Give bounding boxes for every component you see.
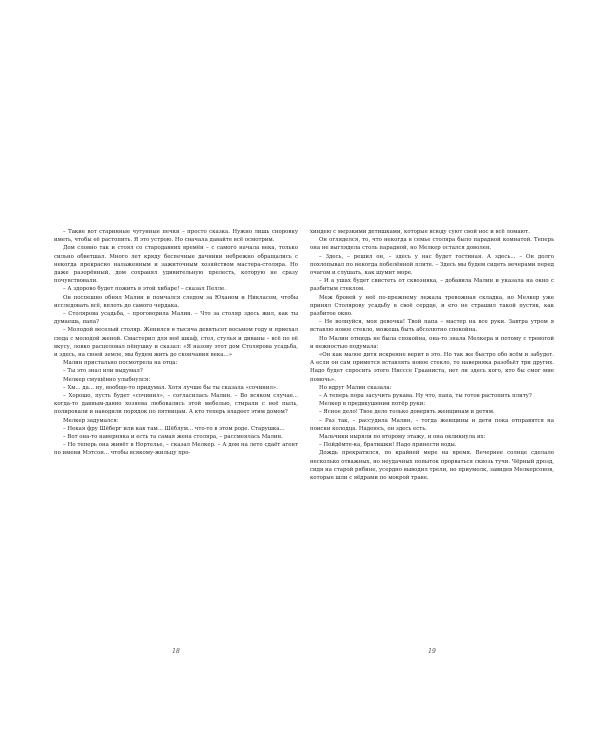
paragraph: Дом словно так и стоял со стародавних времён – с самого начала века, только сильно обветшал. Много лет кряду беспечные дачники небрежно обращались с некогда прекрасно налаженным и зажиточным хозяйством мастера-столяра. Но даже разорённый, дом сохранял удивительную прелесть, которую не сразу почувствовали. <box>54 245 298 285</box>
paragraph: – Раз так, – рассудила Малин, – тогда женщины и дети пока отправятся на поиски колодца. Надеюсь, он здесь есть. <box>310 417 554 432</box>
paragraph: – Здесь, – решил он, – здесь у нас будет гостиная. А здесь... – Он долго похлопывал по некогда побелённой плите. – Здесь мы будем сидеть вечерами перед очагом и слушать, как шумит море. <box>310 253 554 277</box>
paragraph: – Хм... да... ну, вообще-то придумал. Хотя лучше бы ты сказала «сочинил». <box>63 384 278 391</box>
paragraph: «Он как малое дитя искренне верит в это. Но так же быстро обо всём и забудет. А если он сам примется вставлять новое стекло, то наверняка разобьёт три других. Надо будет спросить этого Нисссе Грааниста, нет ли здесь кого, кто бы смог мне помочь». <box>310 352 554 383</box>
paragraph: – Ясное дело! Твое дело только доверять женщинам и детям. <box>319 409 495 416</box>
left-page-number: 18 <box>172 648 180 655</box>
paragraph: – Столярова усадьба, – проговорила Малин. – Что за столяр здесь жил, как ты думаешь, папа? <box>54 311 298 326</box>
paragraph: Меж бровей у неё по-прежнему лежала тревожная складка, но Мелкер уже принял Столярову усадьбу в своё сердце, и его не страшил такой пустяк, как разбитое окно. <box>310 294 554 318</box>
paragraph: Мелкер в предвкушении потёр руки: <box>319 401 426 408</box>
paragraph: хиндею с мерзкими детишками, которые всюду суют свой нос и всё ломают. <box>310 229 530 235</box>
paragraph: – Хорошо, пусть будет «сочинил», – согласилась Малин. – Во всяком случае... когда-то давным-давно хозяева любовались этой мебелью, стирали с неё пыль, полировали и наводили порядок по пятницам. А кто теперь владеет этим домом? <box>54 393 298 416</box>
paragraph: Мелкер задумался: <box>63 417 119 424</box>
paragraph: Он огляделся, то, что некогда в семье столяра было парадной комнатой. Теперь она не выглядела столь парадной, но Мелкер остался доволен. <box>310 237 554 252</box>
paragraph: Он поспешно обнял Малин и помчался следом за Юханом и Никласом, чтобы исследовать всё, вплоть до самого чердака. <box>54 294 298 309</box>
paragraph: – Но теперь она живёт в Нортелье, – сказал Мелкер. – А дом на лето сдаёт агент по имени Мэтсон... чтобы всякому-жильцу про- <box>54 442 298 457</box>
paragraph: Но вдруг Малин сказала: <box>319 384 392 391</box>
paragraph: – А теперь пора засучить рукава. Ну что, папа, ты готов растопить плиту? <box>319 393 532 400</box>
right-page-number: 19 <box>428 648 436 655</box>
paragraph: Но Малин отнюдь не была спокойна, она-то знала Мелкера и потому с тревогой и нежностью подумала: <box>310 335 554 350</box>
paragraph: – Пойдёмте-ка, братишки! Надо принести воды. <box>319 442 457 449</box>
paragraph: – Не волнуйся, моя девочка! Твой папа – мастер на все руки. Завтра утром я вставлю новое стекло, можешь быть абсолютно спокойна. <box>310 319 554 334</box>
left-page <box>54 228 298 648</box>
paragraph: – Вот она-то наверняка и есть та самая жена столяра, – рассмеялась Малин. <box>63 434 283 441</box>
paragraph: – А здорово будет пожить в этой хибаре! – сказал Пелле. <box>63 286 226 293</box>
paragraph: – И а ушах будет свистеть от сквозняка, – добавила Малин и указала на окно с разбитым стеклом. <box>310 278 554 293</box>
paragraph: – Некая фру Шёберг или как там... Шёблум... что-то в этом роде. Старушка... <box>63 425 285 432</box>
paragraph: Дождь прекратился, по крайней мере на время. Вечернее солнце сделало несколько отважных, но неудачных попыток прорваться сквозь тучи. Чёрный дрозд, сидя на старой рябине, усердно выводил трели, но приумолк, завидев Мелкерсонов, которые шли с вёдрами по мокрой траве. <box>310 450 554 482</box>
paragraph: – Ты это знал или выдумал? <box>63 368 143 375</box>
paragraph: Малин пристально посмотрела на отца: <box>63 360 178 367</box>
right-page <box>310 228 554 648</box>
paragraph: – Молодой веселый столяр. Женился в тысяча девятьсот восьмом году и приехал сюда с молодой женой. Смастерил для неё шкаф, стол, стулья и диваны – всё по её вкусу, ловко расцеловал пёнушку и сказал: «Я назову этот дом Столярова усадьба, и здесь, на своей земле, мы будем жить до скончания века…» <box>54 327 298 359</box>
paragraph: – Такие вот старинные чугунные печки – просто сказка. Нужно лишь сноровку иметь, чтобы её растопить. Я это устрою. Но сначала давайте всё осмотрим. <box>54 229 298 244</box>
paragraph: Мальчики ныряли по второму этажу, и она окликнула их: <box>319 434 486 441</box>
paragraph: Мелкер смущённо улыбнулся: <box>63 376 151 383</box>
